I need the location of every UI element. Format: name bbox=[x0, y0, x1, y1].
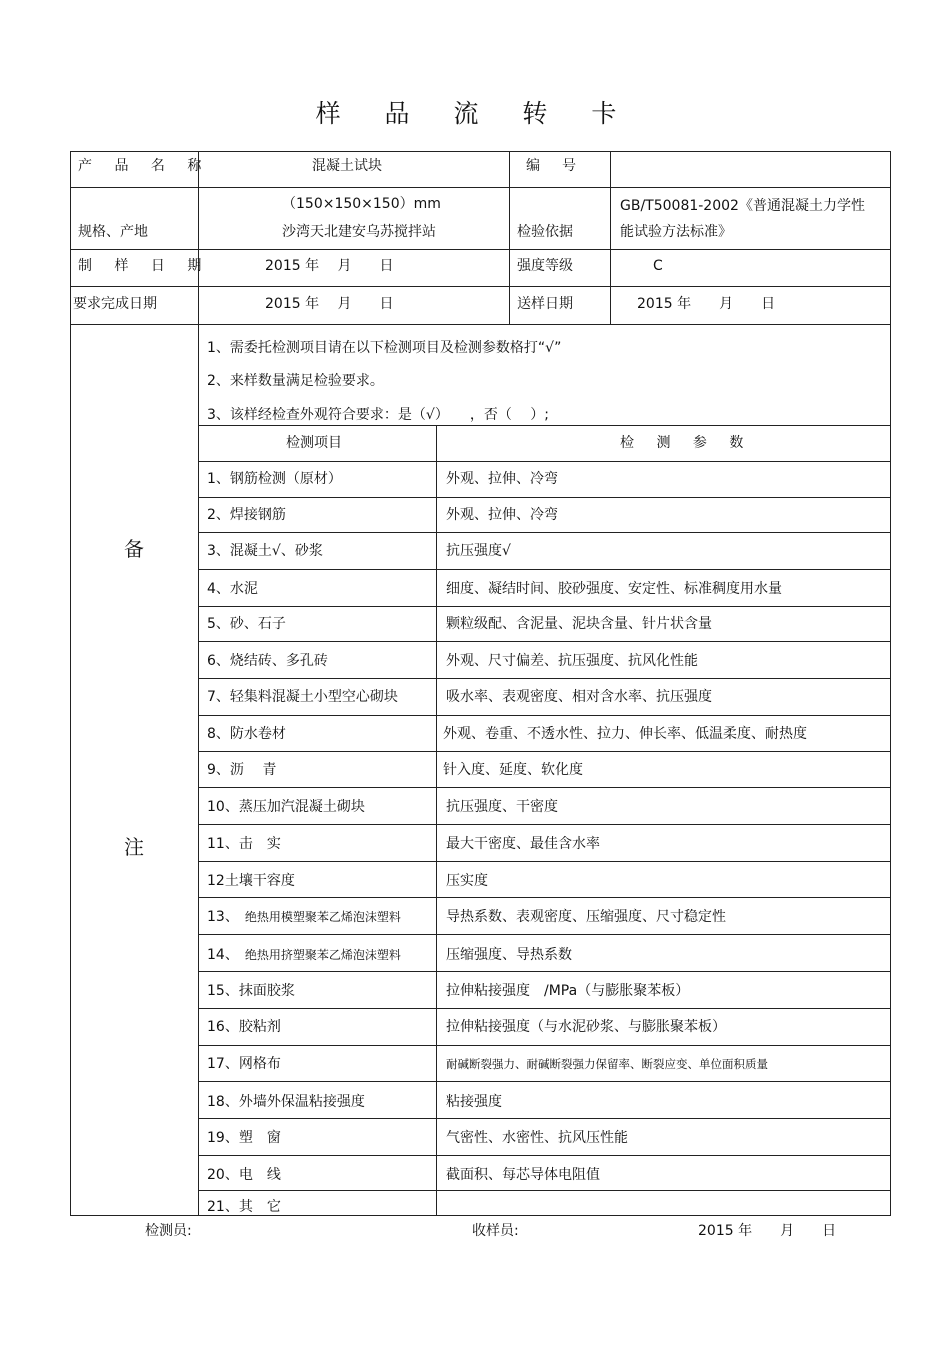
basis-label: 检验依据 bbox=[517, 224, 573, 240]
param-row-7: 吸水率、表观密度、相对含水率、抗压强度 bbox=[446, 689, 712, 705]
item-row-5: 5、砂、石子 bbox=[207, 616, 286, 632]
item-row-10: 10、蒸压加汽混凝土砌块 bbox=[207, 799, 365, 815]
basis-value-line1: GB/T50081-2002《普通混凝土力学性 bbox=[620, 198, 865, 214]
col-header-param: 检 测 参 数 bbox=[620, 435, 753, 451]
item-row-16: 16、胶粘剂 bbox=[207, 1019, 281, 1035]
item-row-13-text: 绝热用模塑聚苯乙烯泡沫塑料 bbox=[244, 910, 401, 924]
item-row-13-number: 13、 bbox=[207, 909, 239, 925]
item-row-8: 8、防水卷材 bbox=[207, 726, 286, 742]
item-row-13 bbox=[207, 908, 401, 926]
param-row-19: 气密性、水密性、抗风压性能 bbox=[446, 1130, 628, 1146]
param-row-17: 耐碱断裂强力、耐碱断裂强力保留率、断裂应变、单位面积质量 bbox=[446, 1057, 768, 1071]
make-date-value: 2015 年 月 日 bbox=[265, 258, 394, 274]
param-row-12: 压实度 bbox=[446, 873, 488, 889]
item-row-2: 2、焊接钢筋 bbox=[207, 507, 286, 523]
product-name-value: 混凝土试块 bbox=[312, 158, 382, 174]
item-row-1: 1、钢筋检测（原材） bbox=[207, 471, 342, 487]
footer-date: 2015 年 月 日 bbox=[698, 1223, 837, 1239]
due-date-value: 2015 年 月 日 bbox=[265, 296, 394, 312]
param-row-5: 颗粒级配、含泥量、泥块含量、针片状含量 bbox=[446, 616, 712, 632]
param-row-3: 抗压强度√ bbox=[446, 543, 511, 559]
param-row-6: 外观、尺寸偏差、抗压强度、抗风化性能 bbox=[446, 653, 698, 669]
make-date-label: 制 样 日 期 bbox=[78, 258, 211, 274]
serial-label: 编 号 bbox=[526, 158, 580, 174]
strength-label: 强度等级 bbox=[517, 258, 573, 274]
item-row-21: 21、其 它 bbox=[207, 1199, 281, 1215]
item-row-14 bbox=[207, 946, 401, 964]
send-date-label: 送样日期 bbox=[517, 296, 573, 312]
send-date-value: 2015 年 月 日 bbox=[637, 296, 776, 312]
param-row-13: 导热系数、表观密度、压缩强度、尺寸稳定性 bbox=[446, 909, 726, 925]
param-row-14: 压缩强度、导热系数 bbox=[446, 947, 572, 963]
item-row-9: 9、沥 青 bbox=[207, 762, 277, 778]
param-row-2: 外观、拉伸、冷弯 bbox=[446, 507, 558, 523]
param-row-16: 拉伸粘接强度（与水泥砂浆、与膨胀聚苯板） bbox=[446, 1019, 726, 1035]
item-row-20: 20、电 线 bbox=[207, 1167, 281, 1183]
inspector-label: 检测员: bbox=[145, 1223, 192, 1239]
note-3: 3、该样经检查外观符合要求：是（√） ，否（ ）; bbox=[207, 407, 549, 423]
note-1: 1、需委托检测项目请在以下检测项目及检测参数格打“√” bbox=[207, 340, 562, 356]
receiver-label: 收样员: bbox=[472, 1223, 519, 1239]
spec-label: 规格、产地 bbox=[78, 224, 148, 240]
param-row-1: 外观、拉伸、冷弯 bbox=[446, 471, 558, 487]
remarks-label-top: 备 bbox=[124, 537, 144, 561]
spec-value-size: （150×150×150）mm bbox=[282, 196, 441, 212]
param-row-8: 外观、卷重、不透水性、拉力、伸长率、低温柔度、耐热度 bbox=[443, 726, 807, 742]
spec-value-origin: 沙湾天北建安乌苏搅拌站 bbox=[282, 224, 436, 240]
item-row-4: 4、水泥 bbox=[207, 581, 258, 597]
item-row-6: 6、烧结砖、多孔砖 bbox=[207, 653, 328, 669]
item-row-7: 7、轻集料混凝土小型空心砌块 bbox=[207, 689, 398, 705]
param-row-11: 最大干密度、最佳含水率 bbox=[446, 836, 600, 852]
item-row-12: 12土壤干容度 bbox=[207, 873, 295, 889]
item-row-15: 15、抹面胶浆 bbox=[207, 983, 295, 999]
item-row-17: 17、网格布 bbox=[207, 1056, 281, 1072]
item-row-3: 3、混凝土√、砂浆 bbox=[207, 543, 323, 559]
product-name-label: 产 品 名 称 bbox=[78, 158, 211, 174]
param-row-20: 截面积、每芯导体电阻值 bbox=[446, 1167, 600, 1183]
param-row-4: 细度、凝结时间、胶砂强度、安定性、标准稠度用水量 bbox=[446, 581, 782, 597]
item-row-14-text: 绝热用挤塑聚苯乙烯泡沫塑料 bbox=[244, 948, 401, 962]
note-2: 2、来样数量满足检验要求。 bbox=[207, 373, 384, 389]
item-row-14-number: 14、 bbox=[207, 947, 239, 963]
item-row-18: 18、外墙外保温粘接强度 bbox=[207, 1094, 365, 1110]
col-header-item: 检测项目 bbox=[286, 435, 342, 451]
page-title: 样 品 流 转 卡 bbox=[315, 99, 635, 128]
param-row-18: 粘接强度 bbox=[446, 1094, 502, 1110]
remarks-label-bottom: 注 bbox=[124, 835, 144, 859]
due-date-label: 要求完成日期 bbox=[73, 296, 157, 312]
basis-value-line2: 能试验方法标准》 bbox=[620, 224, 732, 240]
param-row-10: 抗压强度、干密度 bbox=[446, 799, 558, 815]
param-row-15: 拉伸粘接强度 /MPa（与膨胀聚苯板） bbox=[446, 983, 690, 999]
param-row-9: 针入度、延度、软化度 bbox=[443, 762, 583, 778]
item-row-11: 11、击 实 bbox=[207, 836, 281, 852]
item-row-19: 19、塑 窗 bbox=[207, 1130, 281, 1146]
strength-value: C bbox=[653, 258, 663, 274]
